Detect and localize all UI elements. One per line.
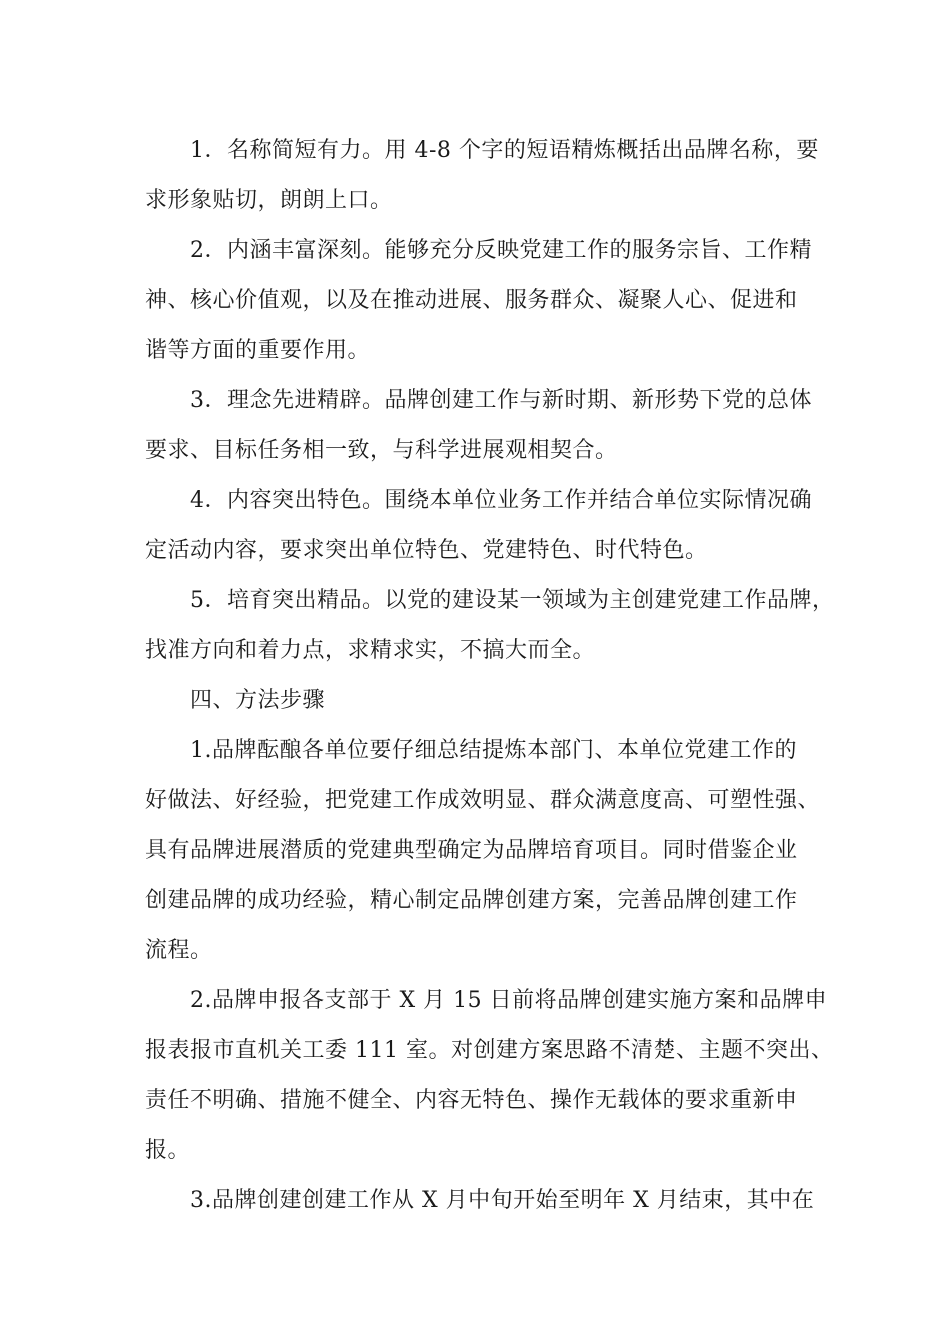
text-line: 4．内容突出特色。围绕本单位业务工作并结合单位实际情况确 [190,488,812,513]
text-line: 5．培育突出精品。以党的建设某一领域为主创建党建工作品牌， [190,588,835,613]
text-line: 创建品牌的成功经验，精心制定品牌创建方案，完善品牌创建工作 [145,888,798,913]
text-line: 定活动内容，要求突出单位特色、党建特色、时代特色。 [145,538,708,563]
text-line: 3．理念先进精辟。品牌创建工作与新时期、新形势下党的总体 [190,388,812,413]
text-line: 求形象贴切，朗朗上口。 [145,188,393,213]
text-line: 报表报市直机关工委 111 室。对创建方案思路不清楚、主题不突出、 [145,1038,834,1063]
text-line: 责任不明确、措施不健全、内容无特色、操作无载体的要求重新申 [145,1088,798,1113]
text-line: 2．内涵丰富深刻。能够充分反映党建工作的服务宗旨、工作精 [190,238,812,263]
text-line: 1.品牌酝酿各单位要仔细总结提炼本部门、本单位党建工作的 [190,738,797,763]
text-line: 好做法、好经验，把党建工作成效明显、群众满意度高、可塑性强、 [145,788,821,813]
text-line: 3.品牌创建创建工作从 X 月中旬开始至明年 X 月结束，其中在 [190,1188,815,1213]
text-line: 要求、目标任务相一致，与科学进展观相契合。 [145,438,618,463]
text-line: 2.品牌申报各支部于 X 月 15 日前将品牌创建实施方案和品牌申 [190,988,828,1013]
section-heading: 四、方法步骤 [190,688,326,713]
text-line: 谐等方面的重要作用。 [145,338,371,363]
text-line: 流程。 [145,938,213,963]
text-line: 具有品牌进展潜质的党建典型确定为品牌培育项目。同时借鉴企业 [145,838,798,863]
text-line: 1．名称简短有力。用 4-8 个字的短语精炼概括出品牌名称，要 [190,138,819,163]
text-line: 找准方向和着力点，求精求实，不搞大而全。 [145,638,596,663]
text-line: 神、核心价值观，以及在推动进展、服务群众、凝聚人心、促进和 [145,288,798,313]
text-line: 报。 [145,1138,191,1163]
